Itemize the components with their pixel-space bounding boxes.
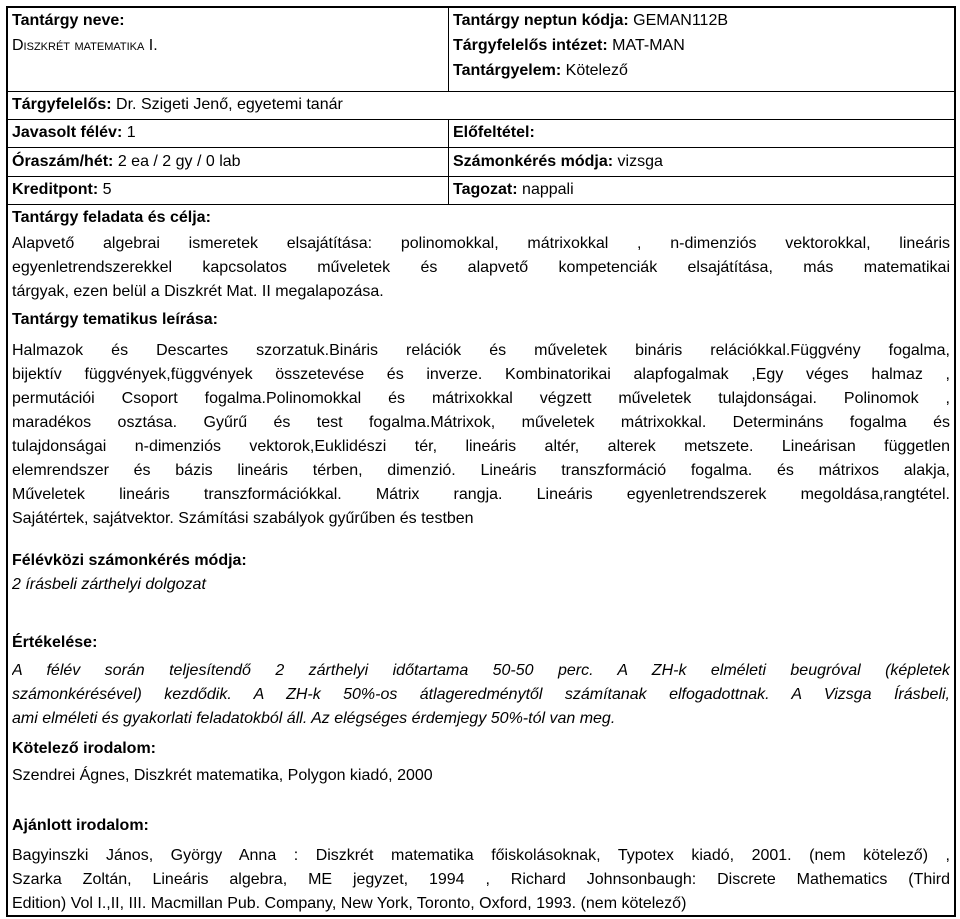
topics-section bbox=[8, 308, 954, 531]
course-name-label: Tantárgy neve: bbox=[12, 12, 125, 29]
semester-cell bbox=[8, 120, 448, 147]
responsible-value: Dr. Szigeti Jenő, egyetemi tanár bbox=[116, 96, 343, 113]
topics-line: bijektív függvények,függvények összetevése és inverze. Kombinatorikai alapfogalmak ,Egy véges halmaz , bbox=[12, 366, 950, 383]
header-row-hours bbox=[8, 148, 954, 177]
topics-line: Sajátértek, sajátvektor. Számítási szabályok gyűrűben és testben bbox=[12, 510, 474, 527]
topics-line: Műveletek lineáris transzformációkkal. Mátrix rangja. Lineáris egyenletrendszerek megoldása,rangtétel. bbox=[12, 486, 950, 503]
midterm-section bbox=[8, 549, 954, 597]
credit-cell bbox=[8, 177, 448, 204]
evaluation-line: A félév során teljesítendő 2 zárthelyi időtartama 50-50 perc. A ZH-k elméleti beugróval (képletek bbox=[12, 662, 950, 679]
recommended-label: Ajánlott irodalom: bbox=[12, 817, 149, 834]
recommended-line: Szarka Zoltán, Lineáris algebra, ME jegyzet, 1994 , Richard Johnsonbaugh: Discrete Mathematics (Third bbox=[12, 871, 950, 888]
mandatory-value: Szendrei Ágnes, Diszkrét matematika, Polygon kiadó, 2000 bbox=[12, 767, 433, 784]
hours-cell bbox=[8, 148, 448, 176]
division-cell bbox=[449, 177, 954, 204]
institute-value: MAT-MAN bbox=[612, 37, 685, 54]
header-row-course bbox=[8, 8, 954, 92]
neptun-label: Tantárgy neptun kódja: bbox=[453, 12, 629, 29]
evaluation-line: ami elméleti és gyakorlati feladatokból áll. Az elégséges érdemjegy 50%-tól van meg. bbox=[12, 710, 616, 727]
evaluation-section bbox=[8, 631, 954, 731]
topics-line: Halmazok és Descartes szorzatuk.Bináris relációk és műveletek bináris relációkkal.Függvény fogalma, bbox=[12, 342, 950, 359]
evaluation-line: számonkérésével) kezdődik. A ZH-k 50%-os átlageredménytől számítanak elfogadottnak. A Vizsga Írásbeli, bbox=[12, 686, 950, 703]
goal-label: Tantárgy feladata és célja: bbox=[12, 209, 211, 226]
topics-line: elemrendszer és bázis lineáris térben, dimenzió. Lineáris transzformáció fogalma. és mátrixos alakja, bbox=[12, 462, 950, 479]
responsible-cell bbox=[8, 92, 954, 119]
semester-value: 1 bbox=[126, 124, 136, 141]
recommended-line: Bagyinszki János, György Anna : Diszkrét matematika főiskolásoknak, Typotex kiadó, 2001. (nem kötelező) , bbox=[12, 847, 950, 864]
evaluation-label: Értékelése: bbox=[12, 634, 98, 651]
exam-label: Számonkérés módja: bbox=[453, 153, 614, 170]
element-label: Tantárgyelem: bbox=[453, 62, 562, 79]
recommended-section bbox=[8, 814, 954, 916]
goal-line: egyenletrendszerekkel kapcsolatos műveletek és alapvető kompetenciák elsajátítása, más matematikai bbox=[12, 259, 950, 276]
semester-label: Javasolt félév: bbox=[12, 124, 123, 141]
exam-cell bbox=[449, 148, 954, 176]
topics-line: tulajdonságai n-dimenziós vektorok,Euklidészi tér, lineáris altér, alterek metszete. Lineárisan független bbox=[12, 438, 950, 455]
institute-label: Tárgyfelelős intézet: bbox=[453, 37, 608, 54]
prereq-label: Előfeltétel: bbox=[453, 124, 535, 141]
mandatory-section bbox=[8, 737, 954, 788]
division-value: nappali bbox=[522, 181, 574, 198]
course-datasheet bbox=[6, 6, 956, 917]
responsible-label: Tárgyfelelős: bbox=[12, 96, 112, 113]
course-name-cell bbox=[8, 8, 448, 91]
exam-value: vizsga bbox=[617, 153, 663, 170]
goal-line: tárgyak, ezen belül a Diszkrét Mat. II megalapozása. bbox=[12, 283, 384, 300]
goal-section bbox=[8, 206, 954, 304]
hours-value: 2 ea / 2 gy / 0 lab bbox=[117, 153, 241, 170]
recommended-line: Edition) Vol I.,II, III. Macmillan Pub. Company, New York, Toronto, Oxford, 1993. (nem kötelező) bbox=[12, 895, 687, 912]
course-codes-cell bbox=[449, 8, 954, 91]
midterm-value: 2 írásbeli zárthelyi dolgozat bbox=[12, 576, 206, 593]
mandatory-label: Kötelező irodalom: bbox=[12, 740, 157, 757]
goal-line: Alapvető algebrai ismeretek elsajátítása: polinomokkal, mátrixokkal , n-dimenziós vektorokkal, lineáris bbox=[12, 235, 950, 252]
hours-label: Óraszám/hét: bbox=[12, 153, 114, 170]
element-value: Kötelező bbox=[565, 62, 628, 79]
neptun-value: GEMAN112B bbox=[633, 12, 729, 29]
course-name-value: Diszkrét matematika I. bbox=[12, 37, 158, 54]
division-label: Tagozat: bbox=[453, 181, 518, 198]
prereq-cell bbox=[449, 120, 954, 147]
midterm-label: Félévközi számonkérés módja: bbox=[12, 552, 247, 569]
header-row-credit bbox=[8, 177, 954, 205]
topics-line: permutációi Csoport fogalma.Polinomokkal és mátrixokkal végzett műveletek tulajdonságai. Polinomok , bbox=[12, 390, 950, 407]
header-row-responsible bbox=[8, 92, 954, 120]
credit-value: 5 bbox=[102, 181, 112, 198]
topics-line: maradékos osztása. Gyűrű és test fogalma.Mátrixok, műveletek mátrixokkal. Determináns fogalma és bbox=[12, 414, 950, 431]
credit-label: Kreditpont: bbox=[12, 181, 99, 198]
header-row-semester bbox=[8, 120, 954, 148]
topics-label: Tantárgy tematikus leírása: bbox=[12, 311, 219, 328]
